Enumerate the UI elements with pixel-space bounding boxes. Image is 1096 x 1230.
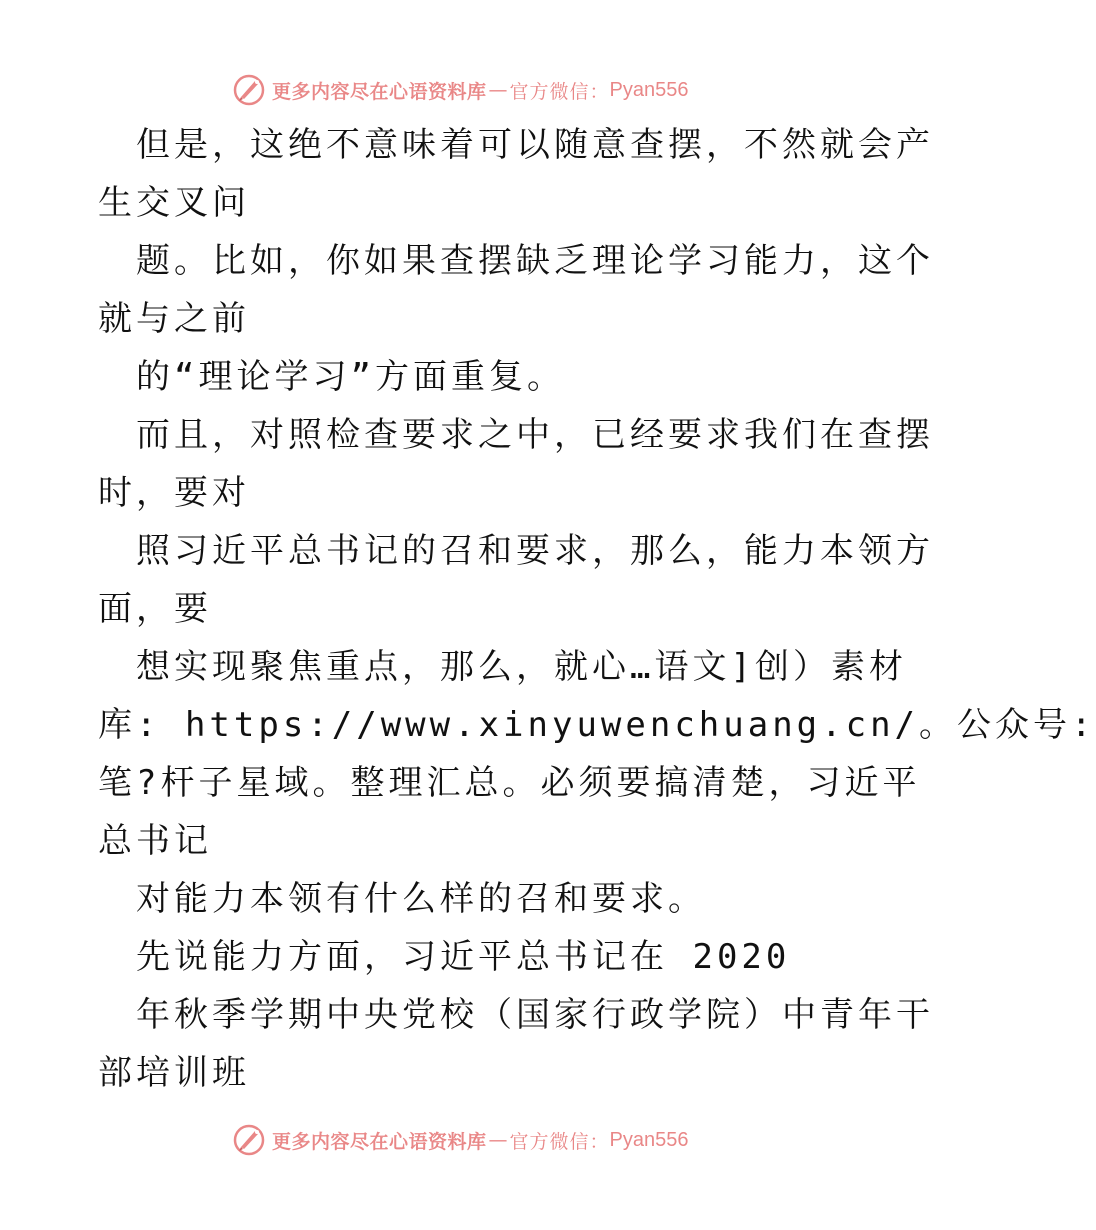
text-line: 想实现聚焦重点，那么，就心…语文]创）素材 — [136, 647, 907, 687]
text-line: 对能力本领有什么样的召和要求。 — [136, 879, 706, 919]
text-line: 题。比如，你如果查摆缺乏理论学习能力，这个 — [136, 241, 934, 281]
footer-wechat-account: Pyan556 — [609, 1128, 689, 1151]
text-line: 而且，对照检查要求之中，已经要求我们在查摆 — [136, 415, 934, 455]
text-line: 生交叉问 — [98, 183, 250, 223]
quill-logo-icon — [232, 73, 266, 107]
text-line: 的“理论学习”方面重复。 — [136, 357, 565, 397]
text-line: 部培训班 — [98, 1053, 250, 1093]
footer-dash: — — [488, 1129, 508, 1151]
text-line: 先说能力方面，习近平总书记在 2020 — [136, 937, 791, 977]
text-line: 但是，这绝不意味着可以随意查摆，不然就会产 — [136, 125, 934, 165]
text-line: 笔?杆子星域。整理汇总。必须要搞清楚，习近平 — [98, 763, 921, 803]
header-wechat-label: 官方微信： — [509, 80, 610, 103]
document-body — [98, 116, 1096, 1102]
header-site-name: 更多内容尽在心语资料库 — [272, 80, 487, 103]
quill-logo-icon — [232, 1123, 266, 1157]
header-wechat-account: Pyan556 — [609, 78, 689, 101]
footer-watermark — [232, 1122, 732, 1158]
footer-wechat-label: 官方微信： — [509, 1130, 610, 1153]
text-line: 就与之前 — [98, 299, 250, 339]
text-line: 时，要对 — [98, 473, 250, 513]
text-line: 照习近平总书记的召和要求，那么，能力本领方 — [136, 531, 934, 571]
header-watermark — [232, 72, 732, 108]
text-line: 总书记 — [98, 821, 212, 861]
text-line: 面，要 — [98, 589, 212, 629]
header-dash: — — [488, 79, 508, 101]
text-line-url: 库: https://www.xinyuwenchuang.cn/。公众号: — [98, 705, 1096, 745]
footer-site-name: 更多内容尽在心语资料库 — [272, 1130, 487, 1153]
text-line: 年秋季学期中央党校（国家行政学院）中青年干 — [136, 995, 934, 1035]
